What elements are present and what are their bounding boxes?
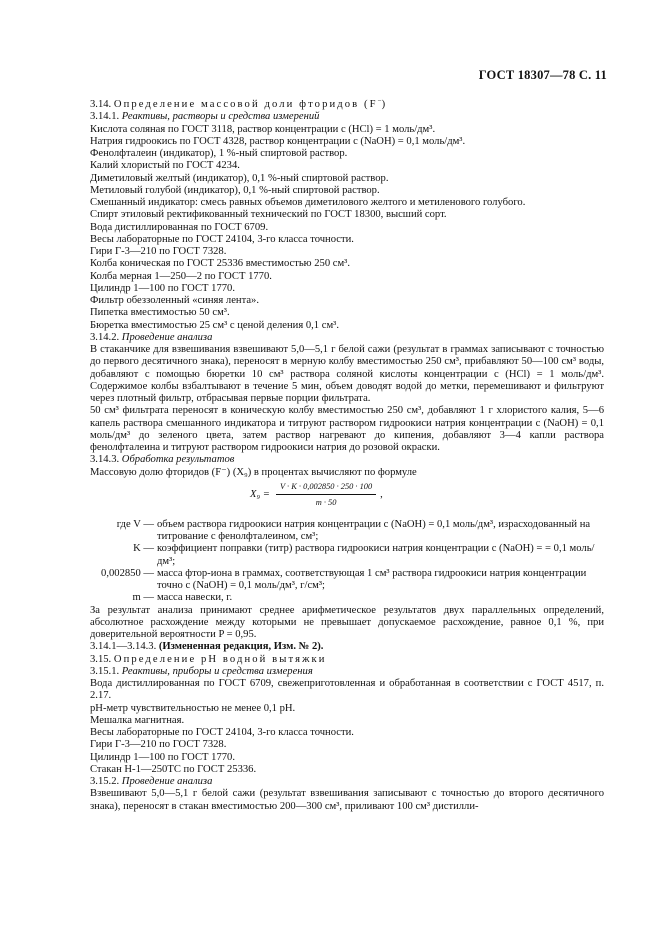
page-header: ГОСТ 18307—78 С. 11 <box>478 68 607 82</box>
subsection-number: 3.14.2. <box>90 331 120 343</box>
reagent-item: Метиловый голубой (индикатор), 0,1 %-ный спиртовой раствор. <box>90 184 380 196</box>
equipment-item: Весы лабораторные по ГОСТ 24104, 3-го класса точности. <box>90 727 354 738</box>
analysis-paragraph-3-15: Взвешивают 5,0—5,1 г белой сажи (результат взвешивания записывают с точностью до второго десятичного знака), переносят в стакан вместимостью 200—300 см³, приливают 100 см³ дистилли- <box>90 788 604 812</box>
amendment-text: (Измененная редакция, Изм. № 2). <box>158 641 324 653</box>
definition-text: масса навески, г. <box>157 592 233 604</box>
reagent-item: Диметиловый желтый (индикатор), 0,1 %-ный спиртовой раствор. <box>90 172 389 184</box>
section-number: 3.15. <box>90 653 112 665</box>
section-3-14-heading: 3.14. Определение массовой доли фторидов (F−) <box>90 96 388 110</box>
definition-row <box>90 568 604 593</box>
formula-numerator: V · K · 0,002850 · 250 · 100 <box>276 481 376 495</box>
subsection-title: Проведение анализа <box>121 776 213 787</box>
formula <box>250 481 383 510</box>
definition-row <box>90 543 604 568</box>
equipment-item: Мешалка магнитная. <box>90 714 185 726</box>
reagent-item: Фенолфталеин (индикатор), 1 %-ный спиртовой раствор. <box>90 148 348 159</box>
subsection-3-15-2-heading <box>90 776 604 788</box>
amendment-range: 3.14.1—3.14.3. <box>90 641 157 653</box>
subsection-3-14-2-heading <box>90 332 604 344</box>
formula-fraction <box>276 481 376 510</box>
formula-definitions <box>90 519 604 605</box>
reagent-item: Спирт этиловый ректификованный технический по ГОСТ 18300, высший сорт. <box>90 209 447 221</box>
formula-intro: Массовую долю фторидов (F⁻) (X₉) в процентах вычисляют по формуле <box>90 466 417 478</box>
definition-text: масса фтор-иона в граммах, соответствующая 1 см³ раствора гидроокиси натрия концентрации точно с (NaOH) = 0,1 моль/дм³, г/см³; <box>157 567 587 591</box>
equipment-item: рН-метр чувствительностью не менее 0,1 рН. <box>90 702 296 714</box>
amendment-note <box>90 641 604 653</box>
section-3-15-heading <box>90 654 604 666</box>
definition-term: 0,002850 — <box>101 567 154 579</box>
subsection-number: 3.14.3. <box>90 454 120 466</box>
reagent-item: Колба мерная 1—250—2 по ГОСТ 1770. <box>90 270 272 282</box>
section-title: Определение массовой доли фторидов (F <box>113 99 378 110</box>
definition-text: объем раствора гидроокиси натрия концентрации с (NaOH) = 0,1 моль/дм³, израсходованный на титрование с фенолфталеином, см³; <box>157 518 591 542</box>
analysis-paragraph-1: В стаканчике для взвешивания взвешивают 5,0—5,1 г белой сажи (результат в граммах записывают с точностью до первого десятичного знака), переносят в мерную колбу вместимостью 250 см³, прибавляют 50—100 см³ воды, добавляют с помощью бюретки 10 см³ раствора соляной кислоты концентрации с (HCl) = 1 моль/дм³. Содержимое колбы взбалтывают в течение 5 мин, объем доводят водой до метки, перемешивают и фильтруют через плотный фильтр, отбрасывая первые порции фильтрата. <box>90 344 604 404</box>
definition-text: коэффициент поправки (титр) раствора гидроокиси натрия концентрации с (NaOH) = = 0,1 моль/дм³; <box>157 543 595 567</box>
reagent-item: Гири Г-3—210 по ГОСТ 7328. <box>90 246 227 257</box>
subsection-title: Реактивы, приборы и средства измерения <box>121 665 313 677</box>
section-title: Определение рН водной вытяжки <box>113 653 327 665</box>
equipment-item: Стакан Н-1—250ТС по ГОСТ 25336. <box>90 763 257 775</box>
definition-term: K — <box>133 543 154 555</box>
reagents-list <box>90 124 604 332</box>
equipment-list <box>90 703 604 777</box>
formula-lhs: X₉ = <box>250 488 270 500</box>
subsection-3-14-1-heading <box>90 111 604 123</box>
subsection-title: Обработка результатов <box>121 454 235 466</box>
subsection-number: 3.14.1. <box>90 111 120 123</box>
equipment-item: Цилиндр 1—100 по ГОСТ 1770. <box>90 751 235 763</box>
result-paragraph: За результат анализа принимают среднее арифметическое результатов двух параллельных определений, абсолютное расхождение между которыми не превышает допускаемое расхождение, равное 0,1 %, при доверительной вероятности P = 0,95. <box>90 604 604 640</box>
reagent-item: Кислота соляная по ГОСТ 3118, раствор концентрации с (HCl) = 1 моль/дм³. <box>90 123 436 135</box>
formula-block <box>90 481 604 517</box>
definition-term: где V — <box>116 518 154 530</box>
reagent-item: Цилиндр 1—100 по ГОСТ 1770. <box>90 282 235 294</box>
reagent-item: Пипетка вместимостью 50 см³. <box>90 307 230 319</box>
reagent-item: Смешанный индикатор: смесь равных объемов диметилового желтого и метиленового голубого. <box>90 197 526 208</box>
water-requirement: Вода дистиллированная по ГОСТ 6709, свежеприготовленная и обработанная в соответствии с ГОСТ 4517, п. 2.17. <box>90 678 604 702</box>
formula-tail: , <box>380 488 383 500</box>
reagent-item: Калий хлористый по ГОСТ 4234. <box>90 160 240 172</box>
definition-term: m — <box>132 592 154 604</box>
subsection-title: Проведение анализа <box>121 331 213 343</box>
formula-denominator: m · 50 <box>315 498 337 507</box>
reagent-item: Фильтр обеззоленный «синяя лента». <box>90 295 259 306</box>
definition-row <box>90 519 604 544</box>
definition-row <box>90 592 604 604</box>
subsection-3-14-3-heading <box>90 454 604 466</box>
subsection-number: 3.15.2. <box>90 776 120 787</box>
analysis-paragraph-2: 50 см³ фильтрата переносят в коническую колбу вместимостью 250 см³, добавляют 1 г хлористого калия, 5—6 капель раствора смешанного индикатора и титруют раствором гидроокиси натрия концентрации с (NaOH) = 0,1 моль/дм³ до зеленого цвета, затем раствор нагревают до кипения, добавляют 3—4 капли раствора фенолфталеина и титруют раствором гидроокиси натрия до розовой окраски. <box>90 405 604 453</box>
reagent-item: Бюретка вместимостью 25 см³ с ценой деления 0,1 см³. <box>90 319 339 331</box>
section-title-close: ) <box>381 99 388 110</box>
document-body <box>90 96 604 813</box>
subsection-number: 3.15.1. <box>90 665 120 677</box>
equipment-item: Гири Г-3—210 по ГОСТ 7328. <box>90 739 227 751</box>
subsection-title: Реактивы, растворы и средства измерений <box>121 111 320 123</box>
reagent-item: Весы лабораторные по ГОСТ 24104, 3-го класса точности. <box>90 233 354 245</box>
reagent-item: Натрия гидроокись по ГОСТ 4328, раствор концентрации с (NaOH) = 0,1 моль/дм³. <box>90 135 466 147</box>
section-number: 3.14. <box>90 99 112 110</box>
reagent-item: Вода дистиллированная по ГОСТ 6709. <box>90 221 269 233</box>
reagent-item: Колба коническая по ГОСТ 25336 вместимостью 250 см³. <box>90 258 350 270</box>
subsection-3-15-1-heading <box>90 666 604 678</box>
